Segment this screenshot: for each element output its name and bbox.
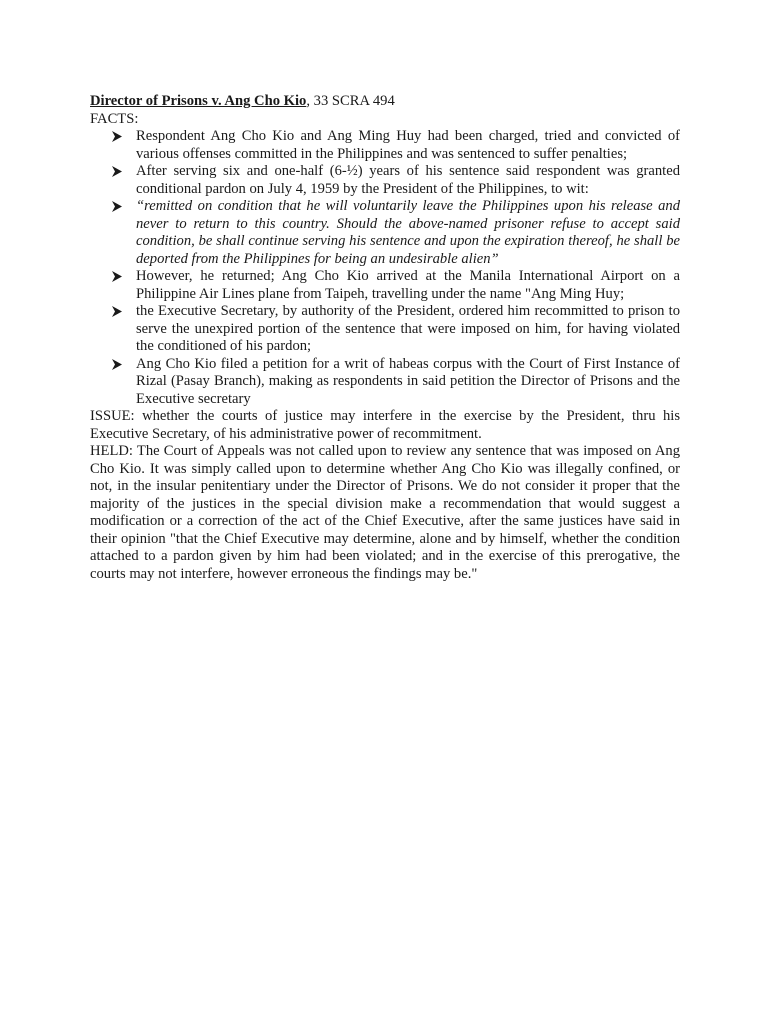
fact-text: the Executive Secretary, by authority of the President, ordered him recommitted to prison to serve the unexpired portion of the sentence that were imposed on him, for having violated the conditioned of his pardon; (136, 303, 680, 354)
case-heading (90, 93, 680, 111)
facts-label: FACTS: (90, 110, 139, 127)
fact-text: Respondent Ang Cho Kio and Ang Ming Huy had been charged, tried and convicted of various offenses committed in the Philippines and was sentenced to suffer penalties; (136, 128, 680, 162)
issue-text: whether the courts of justice may interfere in the exercise by the President, thru his Executive Secretary, of his administrative power of recommitment. (90, 408, 680, 442)
arrowhead-bullet-icon (112, 303, 126, 320)
case-citation: , 33 SCRA 494 (306, 93, 395, 109)
arrowhead-bullet-icon (112, 163, 126, 180)
facts-list (90, 128, 680, 408)
fact-item (90, 268, 680, 303)
arrowhead-bullet-icon (112, 128, 126, 145)
pardon-quote: “remitted on condition that he will voluntarily leave the Philippines upon his release and never to return to this country. Should the above-named prisoner refuse to accept said condition, be shall continue serving his sentence and upon the expiration thereof, he shall be deported from the Philippines for being an undesirable alien” (136, 198, 680, 267)
held-label: HELD: (90, 443, 133, 459)
held-text: The Court of Appeals was not called upon to review any sentence that was imposed on Ang Cho Kio. It was simply called upon to determine whether Ang Cho Kio was illegally confined, or not, in the insular penitentiary under the Director of Prisons. We do not consider it proper that the majority of the justices in the special division make a recommendation that would suggest a modification or a correction of the act of the Chief Executive, after the same justices have said in their opinion "that the Chief Executive may determine, alone and by himself, whether the condition attached to a pardon given by him had been violated; and in the exercise of this prerogative, the courts may not interfere, however erroneous the findings may be." (90, 443, 680, 582)
arrowhead-bullet-icon (112, 356, 126, 373)
fact-item (90, 198, 680, 268)
fact-item (90, 303, 680, 356)
document-page (90, 93, 680, 583)
held-paragraph (90, 443, 680, 583)
fact-item (90, 163, 680, 198)
fact-item (90, 128, 680, 163)
fact-text: Ang Cho Kio filed a petition for a writ of habeas corpus with the Court of First Instance of Rizal (Pasay Branch), making as respondents in said petition the Director of Prisons and the Executive secretary (136, 355, 680, 407)
arrowhead-bullet-icon (112, 268, 126, 285)
arrowhead-bullet-icon (112, 198, 126, 215)
fact-text: After serving six and one-half (6-½) years of his sentence said respondent was granted conditional pardon on July 4, 1959 by the President of the Philippines, to wit: (136, 163, 680, 197)
fact-item (90, 356, 680, 409)
case-name: Director of Prisons v. Ang Cho Kio (90, 93, 307, 109)
fact-text: However, he returned; Ang Cho Kio arrived at the Manila International Airport on a Philippine Air Lines plane from Taipeh, travelling under the name "Ang Ming Huy; (136, 268, 680, 302)
issue-paragraph (90, 408, 680, 443)
issue-label: ISSUE: (90, 408, 135, 424)
